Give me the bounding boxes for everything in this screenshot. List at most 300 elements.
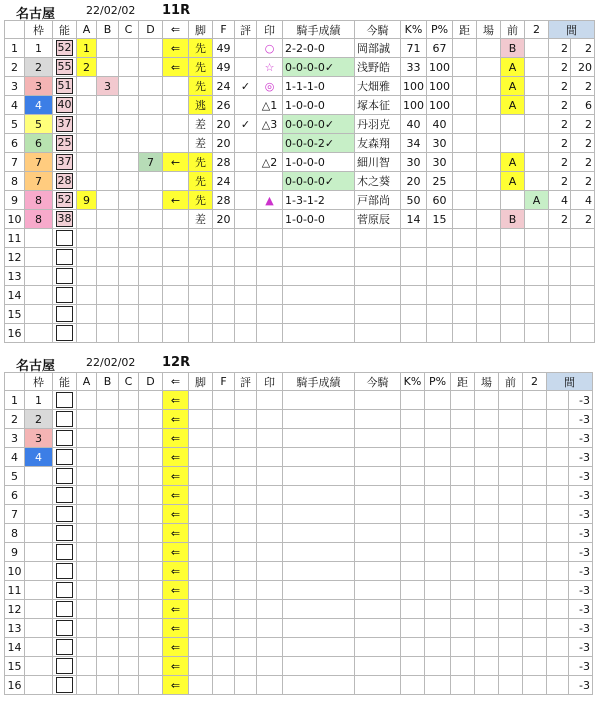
ability-cell[interactable] <box>53 391 77 410</box>
waku-cell <box>25 543 53 562</box>
mark-cell: △3 <box>257 115 283 134</box>
rank-b <box>97 638 119 657</box>
arrow-cell: ⇐ <box>163 467 189 486</box>
table-row[interactable] <box>5 153 595 172</box>
mark-cell <box>257 267 283 286</box>
ability-value: 52 <box>57 41 72 54</box>
table-row[interactable] <box>5 96 595 115</box>
jockey-name <box>355 410 401 429</box>
course <box>475 429 499 448</box>
column-header: B <box>97 21 119 39</box>
evaluation <box>235 448 257 467</box>
k-percent <box>401 543 425 562</box>
table-row[interactable] <box>5 486 593 505</box>
f-value: 28 <box>213 153 235 172</box>
arrow-cell <box>163 248 189 267</box>
rank-d <box>139 286 163 305</box>
rank-d <box>139 581 163 600</box>
header-blank <box>5 373 25 391</box>
interval-2: -3 <box>569 676 593 695</box>
running-style <box>189 543 213 562</box>
p-percent <box>425 391 451 410</box>
jockey-record: 1-0-0-0 <box>283 96 355 115</box>
p-percent <box>425 562 451 581</box>
jockey-name <box>355 543 401 562</box>
ability-cell[interactable] <box>53 191 77 210</box>
rank-a: 9 <box>77 191 97 210</box>
ability-cell[interactable] <box>53 96 77 115</box>
k-percent: 30 <box>401 153 427 172</box>
waku-cell <box>25 638 53 657</box>
jockey-name <box>355 581 401 600</box>
ability-cell[interactable] <box>53 410 77 429</box>
race-title <box>4 2 595 20</box>
ability-cell[interactable] <box>53 638 77 657</box>
p-percent: 30 <box>427 153 453 172</box>
table-row[interactable] <box>5 191 595 210</box>
arrow-cell: ← <box>163 153 189 172</box>
k-percent: 100 <box>401 96 427 115</box>
p-percent <box>425 676 451 695</box>
second <box>525 115 549 134</box>
ability-cell[interactable] <box>53 676 77 695</box>
jockey-name <box>355 267 401 286</box>
ability-cell[interactable] <box>53 657 77 676</box>
evaluation <box>235 58 257 77</box>
running-style <box>189 562 213 581</box>
course <box>477 191 501 210</box>
mark-cell <box>257 134 283 153</box>
column-header: D <box>139 21 163 39</box>
jockey-name <box>355 286 401 305</box>
previous: B <box>501 39 525 58</box>
jockey-record <box>283 391 355 410</box>
ability-value <box>56 306 73 322</box>
interval-1: 2 <box>549 210 571 229</box>
mark-cell: ○ <box>257 39 283 58</box>
rank-c <box>119 134 139 153</box>
interval-1 <box>547 524 569 543</box>
jockey-name: 木之葵 <box>355 172 401 191</box>
evaluation: ✓ <box>235 77 257 96</box>
ability-value: 28 <box>57 174 72 187</box>
jockey-name <box>355 448 401 467</box>
evaluation <box>235 676 257 695</box>
waku-cell <box>25 486 53 505</box>
interval-1 <box>547 429 569 448</box>
table-row[interactable] <box>5 638 593 657</box>
f-value <box>213 391 235 410</box>
running-style <box>189 448 213 467</box>
jockey-name <box>355 467 401 486</box>
f-value <box>213 267 235 286</box>
previous <box>499 467 523 486</box>
distance <box>451 638 475 657</box>
horse-number: 14 <box>5 286 25 305</box>
ability-cell[interactable] <box>53 600 77 619</box>
jockey-record <box>283 467 355 486</box>
horse-number: 10 <box>5 210 25 229</box>
rank-d <box>139 305 163 324</box>
jockey-name <box>355 324 401 343</box>
ability-cell[interactable] <box>53 562 77 581</box>
course <box>475 467 499 486</box>
waku-cell <box>25 248 53 267</box>
p-percent <box>425 467 451 486</box>
f-value: 20 <box>213 210 235 229</box>
rank-c <box>119 600 139 619</box>
ability-value: 55 <box>57 60 72 73</box>
mark-cell <box>257 581 283 600</box>
k-percent: 34 <box>401 134 427 153</box>
waku-cell <box>25 305 53 324</box>
course <box>477 172 501 191</box>
previous <box>501 134 525 153</box>
ability-cell[interactable] <box>53 248 77 267</box>
rank-a <box>77 657 97 676</box>
course <box>475 410 499 429</box>
f-value <box>213 486 235 505</box>
running-style <box>189 467 213 486</box>
ability-cell[interactable] <box>53 581 77 600</box>
mark-cell <box>257 619 283 638</box>
rank-d <box>139 448 163 467</box>
rank-d <box>139 486 163 505</box>
rank-b <box>97 391 119 410</box>
ability-cell[interactable] <box>53 324 77 343</box>
ability-value <box>56 325 73 341</box>
table-row[interactable] <box>5 391 593 410</box>
interval-2: -3 <box>569 505 593 524</box>
waku-cell: 7 <box>25 172 53 191</box>
ability-cell[interactable] <box>53 505 77 524</box>
rank-a <box>77 324 97 343</box>
p-percent <box>425 486 451 505</box>
rank-b <box>97 486 119 505</box>
ability-cell[interactable] <box>53 305 77 324</box>
table-row[interactable] <box>5 505 593 524</box>
p-percent: 40 <box>427 115 453 134</box>
ability-value <box>56 287 73 303</box>
race-table <box>4 372 593 695</box>
header-row <box>5 21 595 39</box>
ability-cell[interactable] <box>53 267 77 286</box>
rank-c <box>119 58 139 77</box>
table-row[interactable] <box>5 657 593 676</box>
ability-cell[interactable] <box>53 286 77 305</box>
interval-2: 2 <box>571 39 595 58</box>
waku-cell: 8 <box>25 210 53 229</box>
ability-cell[interactable] <box>53 39 77 58</box>
table-row[interactable] <box>5 134 595 153</box>
ability-value: 38 <box>57 212 72 225</box>
table-row[interactable] <box>5 562 593 581</box>
jockey-name <box>355 429 401 448</box>
waku-cell <box>25 505 53 524</box>
table-row[interactable] <box>5 619 593 638</box>
evaluation <box>235 562 257 581</box>
rank-b <box>97 467 119 486</box>
jockey-name: 浅野皓 <box>355 58 401 77</box>
table-row[interactable] <box>5 448 593 467</box>
rank-b <box>97 305 119 324</box>
table-row[interactable] <box>5 429 593 448</box>
table-row[interactable] <box>5 286 595 305</box>
horse-number: 9 <box>5 191 25 210</box>
ability-cell[interactable] <box>53 486 77 505</box>
evaluation <box>235 172 257 191</box>
f-value <box>213 619 235 638</box>
ability-cell[interactable] <box>53 210 77 229</box>
waku-cell: 3 <box>25 77 53 96</box>
rank-c <box>119 286 139 305</box>
mark-cell: △1 <box>257 96 283 115</box>
mark-cell <box>257 305 283 324</box>
mark-cell <box>257 448 283 467</box>
previous <box>499 638 523 657</box>
waku-cell <box>25 581 53 600</box>
column-header: 場 <box>477 21 501 39</box>
evaluation <box>235 324 257 343</box>
course <box>477 286 501 305</box>
ability-value <box>56 601 73 617</box>
course <box>475 505 499 524</box>
table-row[interactable] <box>5 410 593 429</box>
rank-d <box>139 96 163 115</box>
column-header: 場 <box>475 373 499 391</box>
ability-cell[interactable] <box>53 115 77 134</box>
table-row[interactable] <box>5 524 593 543</box>
distance <box>451 486 475 505</box>
mark-cell <box>257 324 283 343</box>
k-percent: 20 <box>401 172 427 191</box>
course <box>475 391 499 410</box>
header-blank <box>5 21 25 39</box>
race-date: 22/02/02 <box>86 356 136 369</box>
mark-cell <box>257 467 283 486</box>
interval-2: 4 <box>571 191 595 210</box>
arrow-cell: ⇐ <box>163 448 189 467</box>
ability-value <box>56 658 73 674</box>
column-header: 印 <box>257 21 283 39</box>
jockey-name: 大畑雅 <box>355 77 401 96</box>
rank-d <box>139 324 163 343</box>
waku-cell: 4 <box>25 448 53 467</box>
f-value: 26 <box>213 96 235 115</box>
previous <box>501 324 525 343</box>
course <box>477 229 501 248</box>
column-header: ⇐ <box>163 373 189 391</box>
rank-a <box>77 210 97 229</box>
arrow-cell <box>163 305 189 324</box>
jockey-name <box>355 657 401 676</box>
table-row[interactable] <box>5 581 593 600</box>
running-style: 逃 <box>189 96 213 115</box>
course <box>475 676 499 695</box>
jockey-name <box>355 391 401 410</box>
distance <box>451 543 475 562</box>
rank-b <box>97 39 119 58</box>
rank-d <box>139 619 163 638</box>
ability-value <box>56 430 73 446</box>
evaluation <box>235 286 257 305</box>
evaluation <box>235 581 257 600</box>
table-row[interactable] <box>5 77 595 96</box>
table-row[interactable] <box>5 676 593 695</box>
p-percent <box>425 524 451 543</box>
ability-cell[interactable] <box>53 153 77 172</box>
distance <box>451 410 475 429</box>
rank-c <box>119 543 139 562</box>
ability-cell[interactable] <box>53 619 77 638</box>
rank-b <box>97 210 119 229</box>
jockey-name <box>355 305 401 324</box>
column-header: 距 <box>451 373 475 391</box>
distance <box>451 600 475 619</box>
f-value: 24 <box>213 172 235 191</box>
p-percent <box>425 505 451 524</box>
interval-1: 2 <box>549 77 571 96</box>
running-style: 先 <box>189 58 213 77</box>
k-percent <box>401 600 425 619</box>
table-row[interactable] <box>5 115 595 134</box>
ability-cell[interactable] <box>53 77 77 96</box>
horse-number: 8 <box>5 524 25 543</box>
table-row[interactable] <box>5 600 593 619</box>
ability-cell[interactable] <box>53 524 77 543</box>
ability-cell[interactable] <box>53 58 77 77</box>
column-header: 能 <box>53 21 77 39</box>
horse-number: 7 <box>5 153 25 172</box>
jockey-record <box>283 638 355 657</box>
previous <box>499 524 523 543</box>
table-row[interactable] <box>5 324 595 343</box>
waku-cell: 2 <box>25 58 53 77</box>
interval-2: 6 <box>571 96 595 115</box>
rank-c <box>119 505 139 524</box>
f-value <box>213 429 235 448</box>
table-row[interactable] <box>5 267 595 286</box>
course <box>477 248 501 267</box>
jockey-name <box>355 486 401 505</box>
waku-cell: 8 <box>25 191 53 210</box>
second <box>525 305 549 324</box>
second <box>523 619 547 638</box>
interval-2: -3 <box>569 562 593 581</box>
waku-cell: 1 <box>25 39 53 58</box>
rank-d <box>139 676 163 695</box>
previous <box>501 191 525 210</box>
previous <box>499 562 523 581</box>
rank-a <box>77 486 97 505</box>
second <box>523 467 547 486</box>
interval-1 <box>549 267 571 286</box>
race-12r <box>4 354 593 695</box>
second <box>525 210 549 229</box>
previous <box>501 229 525 248</box>
rank-b <box>97 676 119 695</box>
interval-2: 2 <box>571 153 595 172</box>
running-style: 先 <box>189 77 213 96</box>
table-row[interactable] <box>5 58 595 77</box>
ability-cell[interactable] <box>53 448 77 467</box>
waku-cell <box>25 600 53 619</box>
p-percent <box>425 429 451 448</box>
ability-value <box>56 468 73 484</box>
rank-a <box>77 115 97 134</box>
second <box>525 134 549 153</box>
previous: A <box>501 77 525 96</box>
arrow-cell: ⇐ <box>163 657 189 676</box>
mark-cell <box>257 286 283 305</box>
evaluation <box>235 619 257 638</box>
evaluation <box>235 638 257 657</box>
table-row[interactable] <box>5 305 595 324</box>
ability-value: 25 <box>57 136 72 149</box>
rank-a <box>77 543 97 562</box>
ability-cell[interactable] <box>53 429 77 448</box>
interval-1 <box>547 619 569 638</box>
running-style: 差 <box>189 115 213 134</box>
rank-b <box>97 410 119 429</box>
previous <box>501 115 525 134</box>
second <box>523 562 547 581</box>
f-value: 24 <box>213 77 235 96</box>
interval-2: -3 <box>569 638 593 657</box>
second <box>523 505 547 524</box>
ability-cell[interactable] <box>53 467 77 486</box>
rank-b <box>97 286 119 305</box>
jockey-name: 細川智 <box>355 153 401 172</box>
course <box>477 39 501 58</box>
column-header: 枠 <box>25 21 53 39</box>
rank-c <box>119 619 139 638</box>
table-row[interactable] <box>5 543 593 562</box>
k-percent <box>401 505 425 524</box>
table-row[interactable] <box>5 172 595 191</box>
rank-b <box>97 115 119 134</box>
rank-d <box>139 562 163 581</box>
previous: A <box>501 96 525 115</box>
ability-cell[interactable] <box>53 172 77 191</box>
jockey-record: 0-0-0-0✓ <box>283 115 355 134</box>
running-style <box>189 391 213 410</box>
table-row[interactable] <box>5 210 595 229</box>
interval-2 <box>571 305 595 324</box>
ability-value <box>56 411 73 427</box>
table-row[interactable] <box>5 467 593 486</box>
evaluation <box>235 600 257 619</box>
second <box>523 543 547 562</box>
table-row[interactable] <box>5 248 595 267</box>
ability-cell[interactable] <box>53 134 77 153</box>
ability-cell[interactable] <box>53 229 77 248</box>
interval-2: 2 <box>571 134 595 153</box>
p-percent <box>425 600 451 619</box>
f-value <box>213 286 235 305</box>
rank-d <box>139 410 163 429</box>
interval-1: 2 <box>549 172 571 191</box>
horse-number: 4 <box>5 96 25 115</box>
ability-cell[interactable] <box>53 543 77 562</box>
interval-2: 20 <box>571 58 595 77</box>
table-row[interactable] <box>5 229 595 248</box>
second <box>523 581 547 600</box>
second <box>525 39 549 58</box>
horse-number: 1 <box>5 391 25 410</box>
p-percent <box>427 229 453 248</box>
table-row[interactable] <box>5 39 595 58</box>
